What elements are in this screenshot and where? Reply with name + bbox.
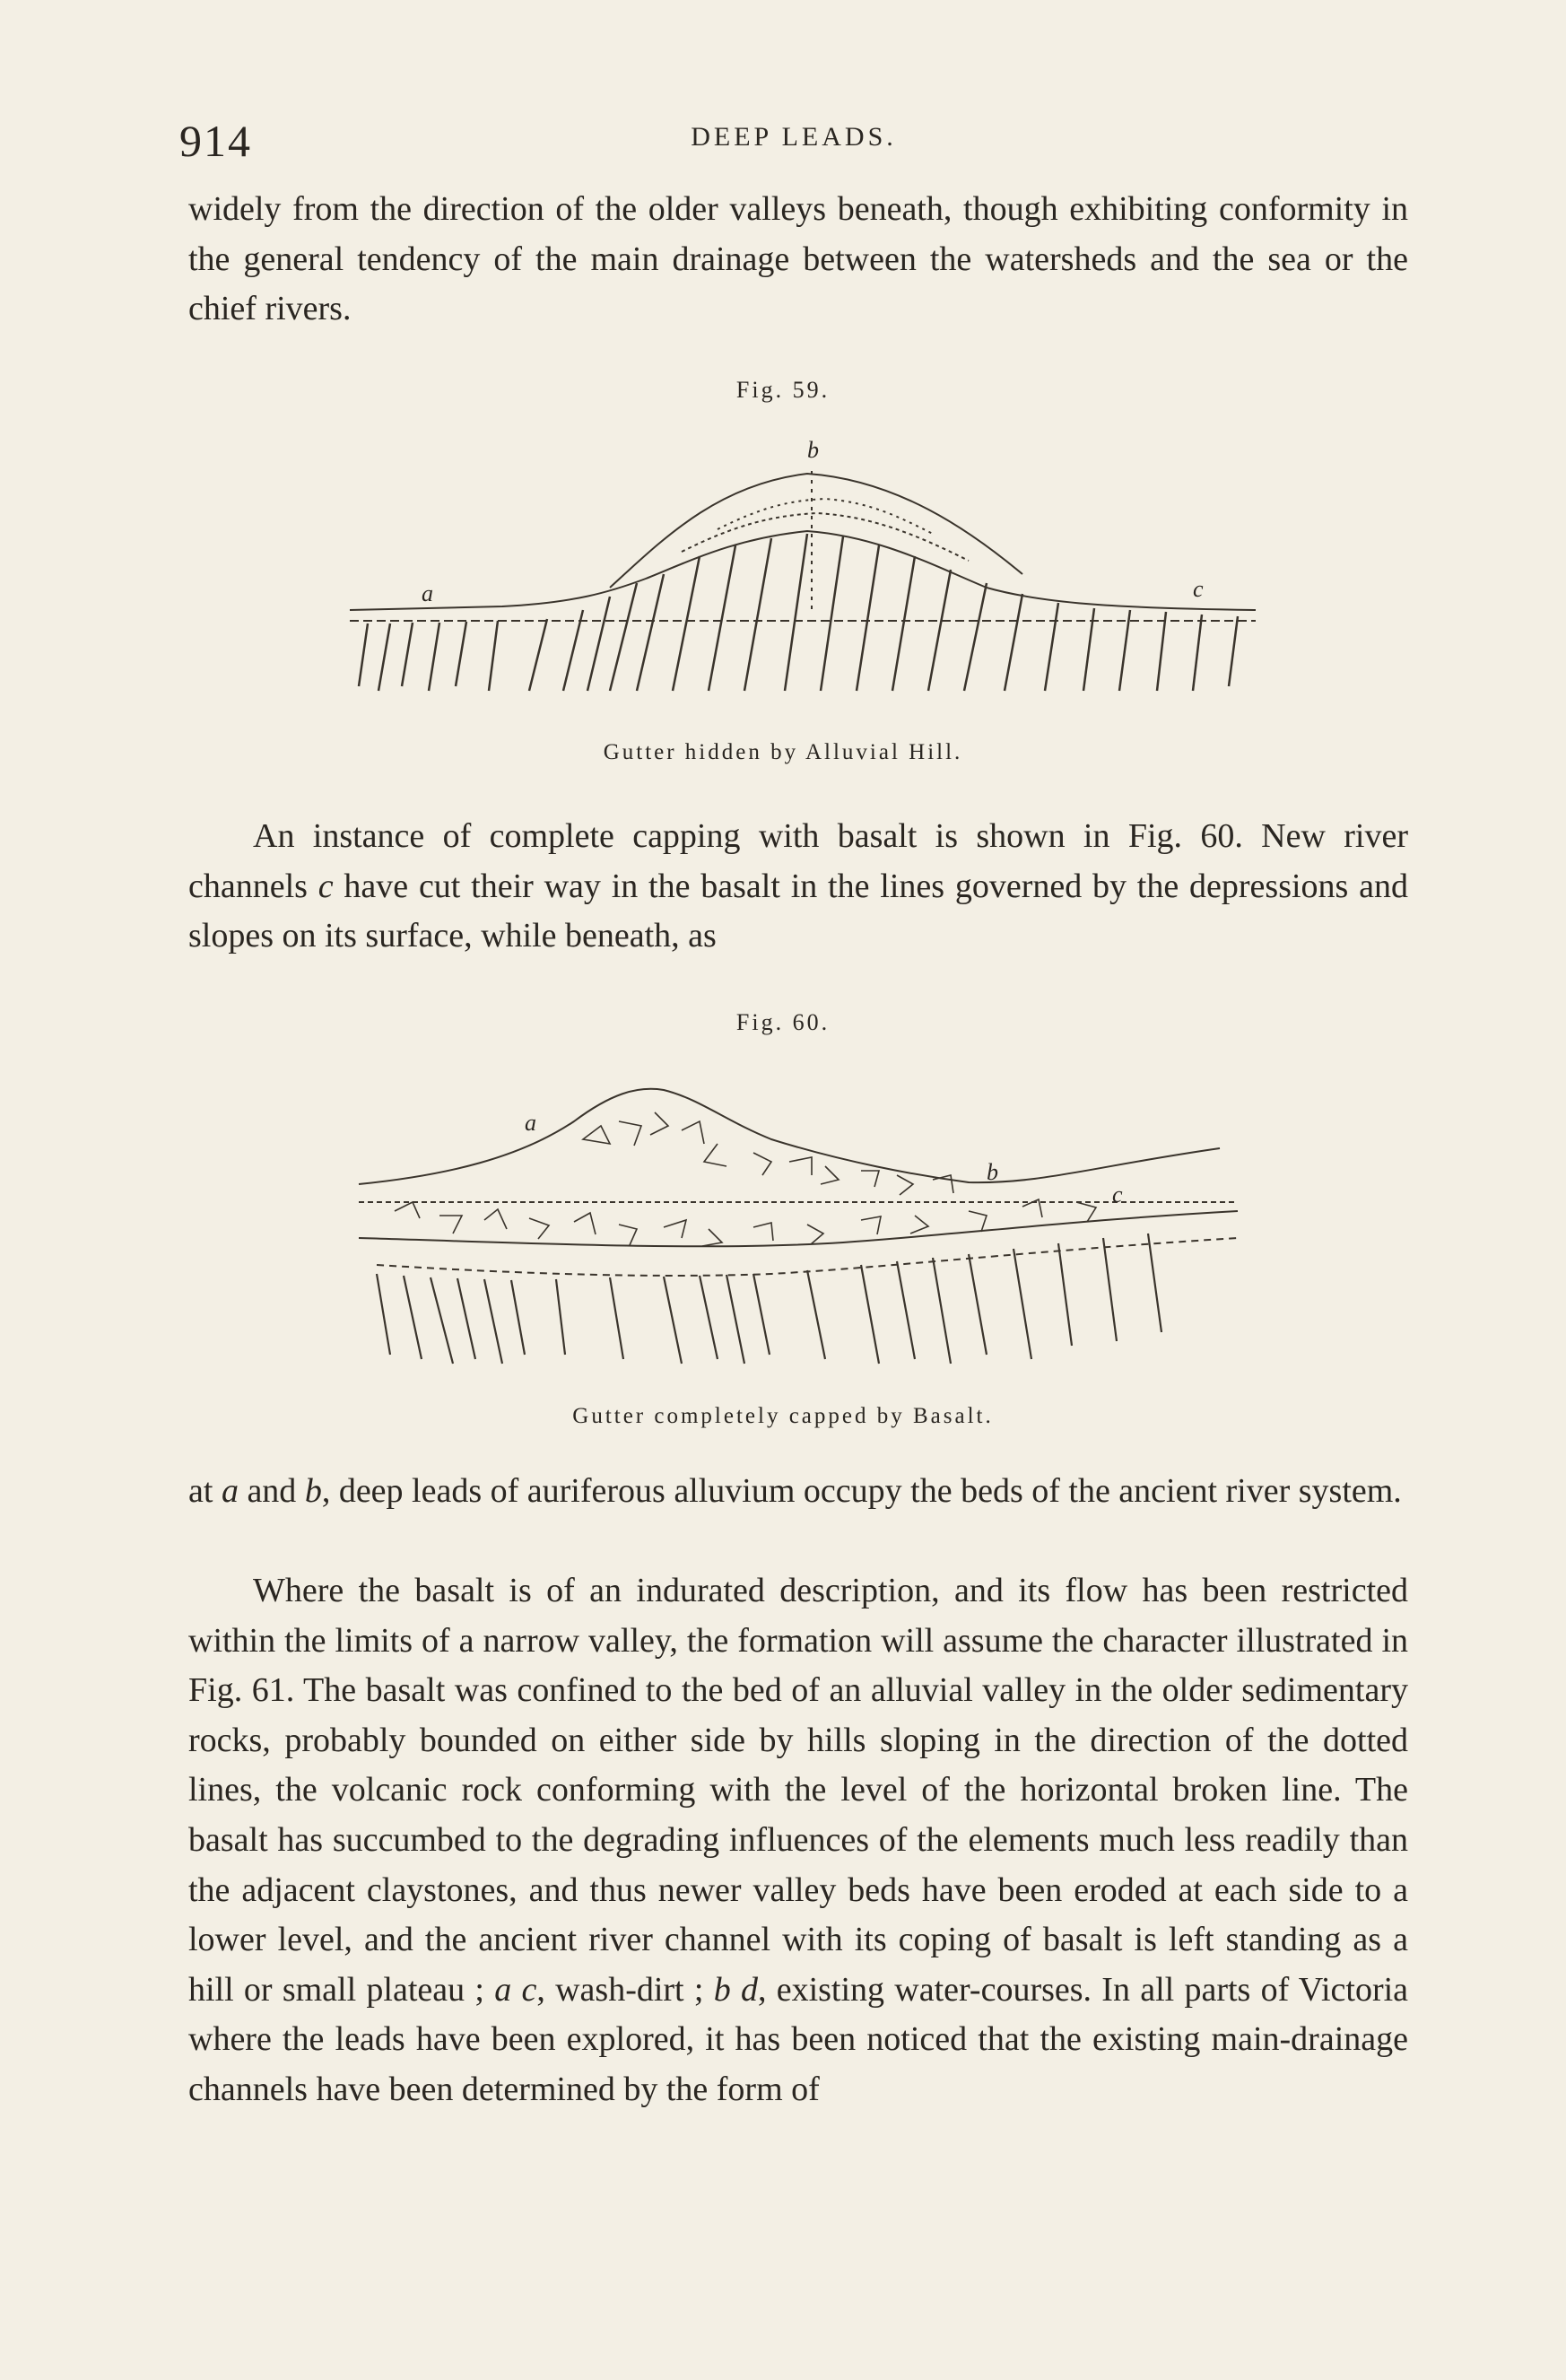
figure-60-letter-a: a xyxy=(525,1110,536,1136)
paragraph-4-part-a: Where the basalt is of an indurated description, and its flow has been restricted within the limits of a narrow valley, the formation will assume the character illustrated in Fig. 61. The basalt was confined to the bed of an alluvial valley in the older sedimentary rocks, probably bounded on either side by hills sloping in the direction of the dotted lines, the volcanic rock conforming with the level of the horizontal broken line. The basalt has succumbed to the degrading influences of the elements much less readily than the adjacent claystones, and thus newer valley beds have been eroded at each side to a lower level, and the ancient river channel with its coping of basalt is left standing as a hill or small plateau ; xyxy=(188,1572,1408,2009)
figure-59-label: Fig. 59. xyxy=(735,377,831,403)
page-header xyxy=(179,115,1408,178)
paragraph-3-letter-b: b xyxy=(304,1472,322,1510)
paragraph-3-part-e: , deep leads of auriferous alluvium occupy the beds of the ancient river system. xyxy=(321,1472,1402,1510)
paragraph-3-part-c: and xyxy=(238,1472,305,1510)
paragraph-4-letters-bd: b d xyxy=(713,1970,758,2009)
figure-60-caption: Gutter completely capped by Basalt. xyxy=(572,1404,994,1428)
figure-59-letter-b: b xyxy=(807,437,819,463)
paragraph-3 xyxy=(188,1467,1408,1517)
paragraph-2 xyxy=(188,812,1408,962)
paragraph-3-part-a: at xyxy=(188,1472,222,1510)
paragraph-4-part-e: , existing water-courses. In all parts of Victoria where the leads have been explored, it has been noticed that the existing main-drainage channels have been determined by the form of xyxy=(188,1970,1409,2108)
figure-60 xyxy=(341,1059,1265,1382)
figure-60-drawing xyxy=(341,1059,1265,1382)
running-head: DEEP LEADS. xyxy=(691,122,897,152)
figure-60-letter-c: c xyxy=(1112,1181,1123,1207)
page-number: 914 xyxy=(179,116,252,166)
figure-59 xyxy=(341,431,1265,736)
paragraph-2-part-a: An instance of complete capping with basalt is shown in Fig. 60. New river channels xyxy=(188,817,1408,905)
paragraph-1: widely from the direction of the older valleys beneath, though exhibiting conformity in the general tendency of the main drainage between the watersheds and the sea or the chief rivers. xyxy=(188,190,1408,328)
figure-59-letter-a: a xyxy=(422,580,433,606)
paragraph-4 xyxy=(188,1566,1408,2115)
figure-60-letter-b: b xyxy=(987,1159,998,1185)
figure-59-letter-c: c xyxy=(1193,576,1204,602)
figure-59-drawing xyxy=(341,431,1265,736)
paragraph-4-part-c: , wash-dirt ; xyxy=(536,1970,714,2009)
paragraph-2-part-c: have cut their way in the basalt in the lines governed by the depressions and slopes on its surface, while beneath, as xyxy=(188,867,1408,955)
paragraph-4-letters-ac: a c xyxy=(494,1970,537,2009)
figure-59-caption: Gutter hidden by Alluvial Hill. xyxy=(603,740,963,764)
figure-60-label: Fig. 60. xyxy=(735,1009,831,1035)
paragraph-3-letter-a: a xyxy=(221,1472,239,1510)
paragraph-2-letter-c: c xyxy=(318,867,334,905)
